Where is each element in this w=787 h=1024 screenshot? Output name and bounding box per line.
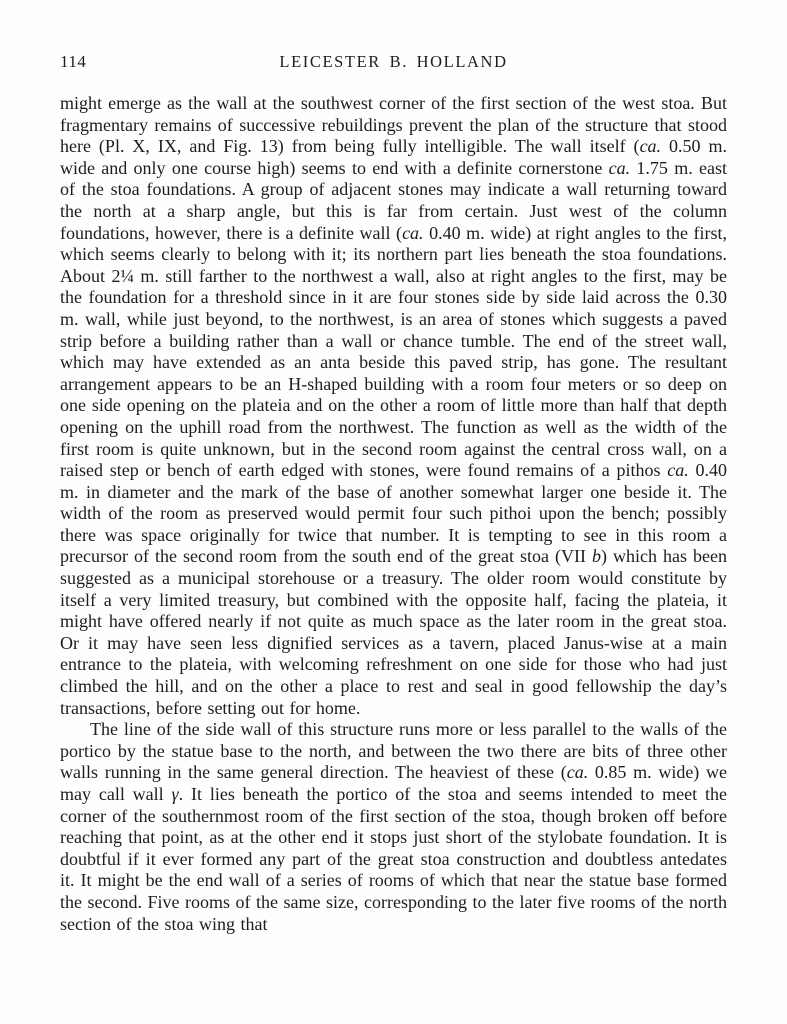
page-number: 114	[60, 52, 87, 71]
page-header	[60, 52, 727, 72]
paragraph-side-wall: The line of the side wall of this structure runs more or less parallel to the walls of the portico by the statue base to the north, and between the two there are bits of three other walls running in the same general direction. The heaviest of these (ca. 0.85 m. wide) we may call wall γ. It lies beneath the portico of the stoa and seems intended to meet the corner of the southernmost room of the first section of the stoa, though broken off before reaching that point, as at the other end it stops just short of the stylobate foundation. It is doubtful if it ever formed any part of the great stoa construction and doubtless antedates it. It might be the end wall of a series of rooms of which that near the statue base formed the second. Five rooms of the same size, corresponding to the later five rooms of the north section of the stoa wing that	[60, 719, 727, 934]
paragraph-continuation: might emerge as the wall at the southwest corner of the first section of the west stoa. But fragmentary remains of successive rebuildings prevent the plan of the structure that stood here (Pl. X, IX, and Fig. 13) from being fully intelligible. The wall itself (ca. 0.50 m. wide and only one course high) seems to end with a definite cornerstone ca. 1.75 m. east of the stoa foundations. A group of adjacent stones may indicate a wall returning toward the north at a sharp angle, but this is far from certain. Just west of the column foundations, however, there is a definite wall (ca. 0.40 m. wide) at right angles to the first, which seems clearly to belong with it; its northern part lies beneath the stoa foundations. About 2¼ m. still farther to the northwest a wall, also at right angles to the first, may be the foundation for a threshold since in it are four stones side by side laid across the 0.30 m. wall, while just beyond, to the northwest, is an area of stones which suggests a paved strip before a building rather than a wall or chance tumble. The end of the street wall, which may have extended as an anta beside this paved strip, has gone. The resultant arrangement appears to be an H-shaped building with a room four meters or so deep on one side opening on the plateia and on the other a room of little more than half that depth opening on the uphill road from the northwest. The function as well as the width of the first room is quite unknown, but in the second room against the central cross wall, on a raised step or bench of earth edged with stones, were found remains of a pithos ca. 0.40 m. in diameter and the mark of the base of another somewhat larger one beside it. The width of the room as preserved would permit four such pithoi upon the bench; possibly there was space originally for twice that number. It is tempting to see in this room a precursor of the second room from the south end of the great stoa (VII b) which has been suggested as a municipal storehouse or a treasury. The older room would constitute by itself a very limited treasury, but combined with the opposite half, facing the plateia, it might have offered nearly if not quite as much space as the later room in the great stoa. Or it may have seen less dignified services as a tavern, placed Janus-wise at a main entrance to the plateia, with welcoming refreshment on one side for those who had just climbed the hill, and on the other a place to rest and seal in good fellowship the day’s transactions, before setting out for home.	[60, 93, 727, 718]
body-text	[60, 93, 727, 935]
running-head: LEICESTER B. HOLLAND	[279, 52, 508, 71]
